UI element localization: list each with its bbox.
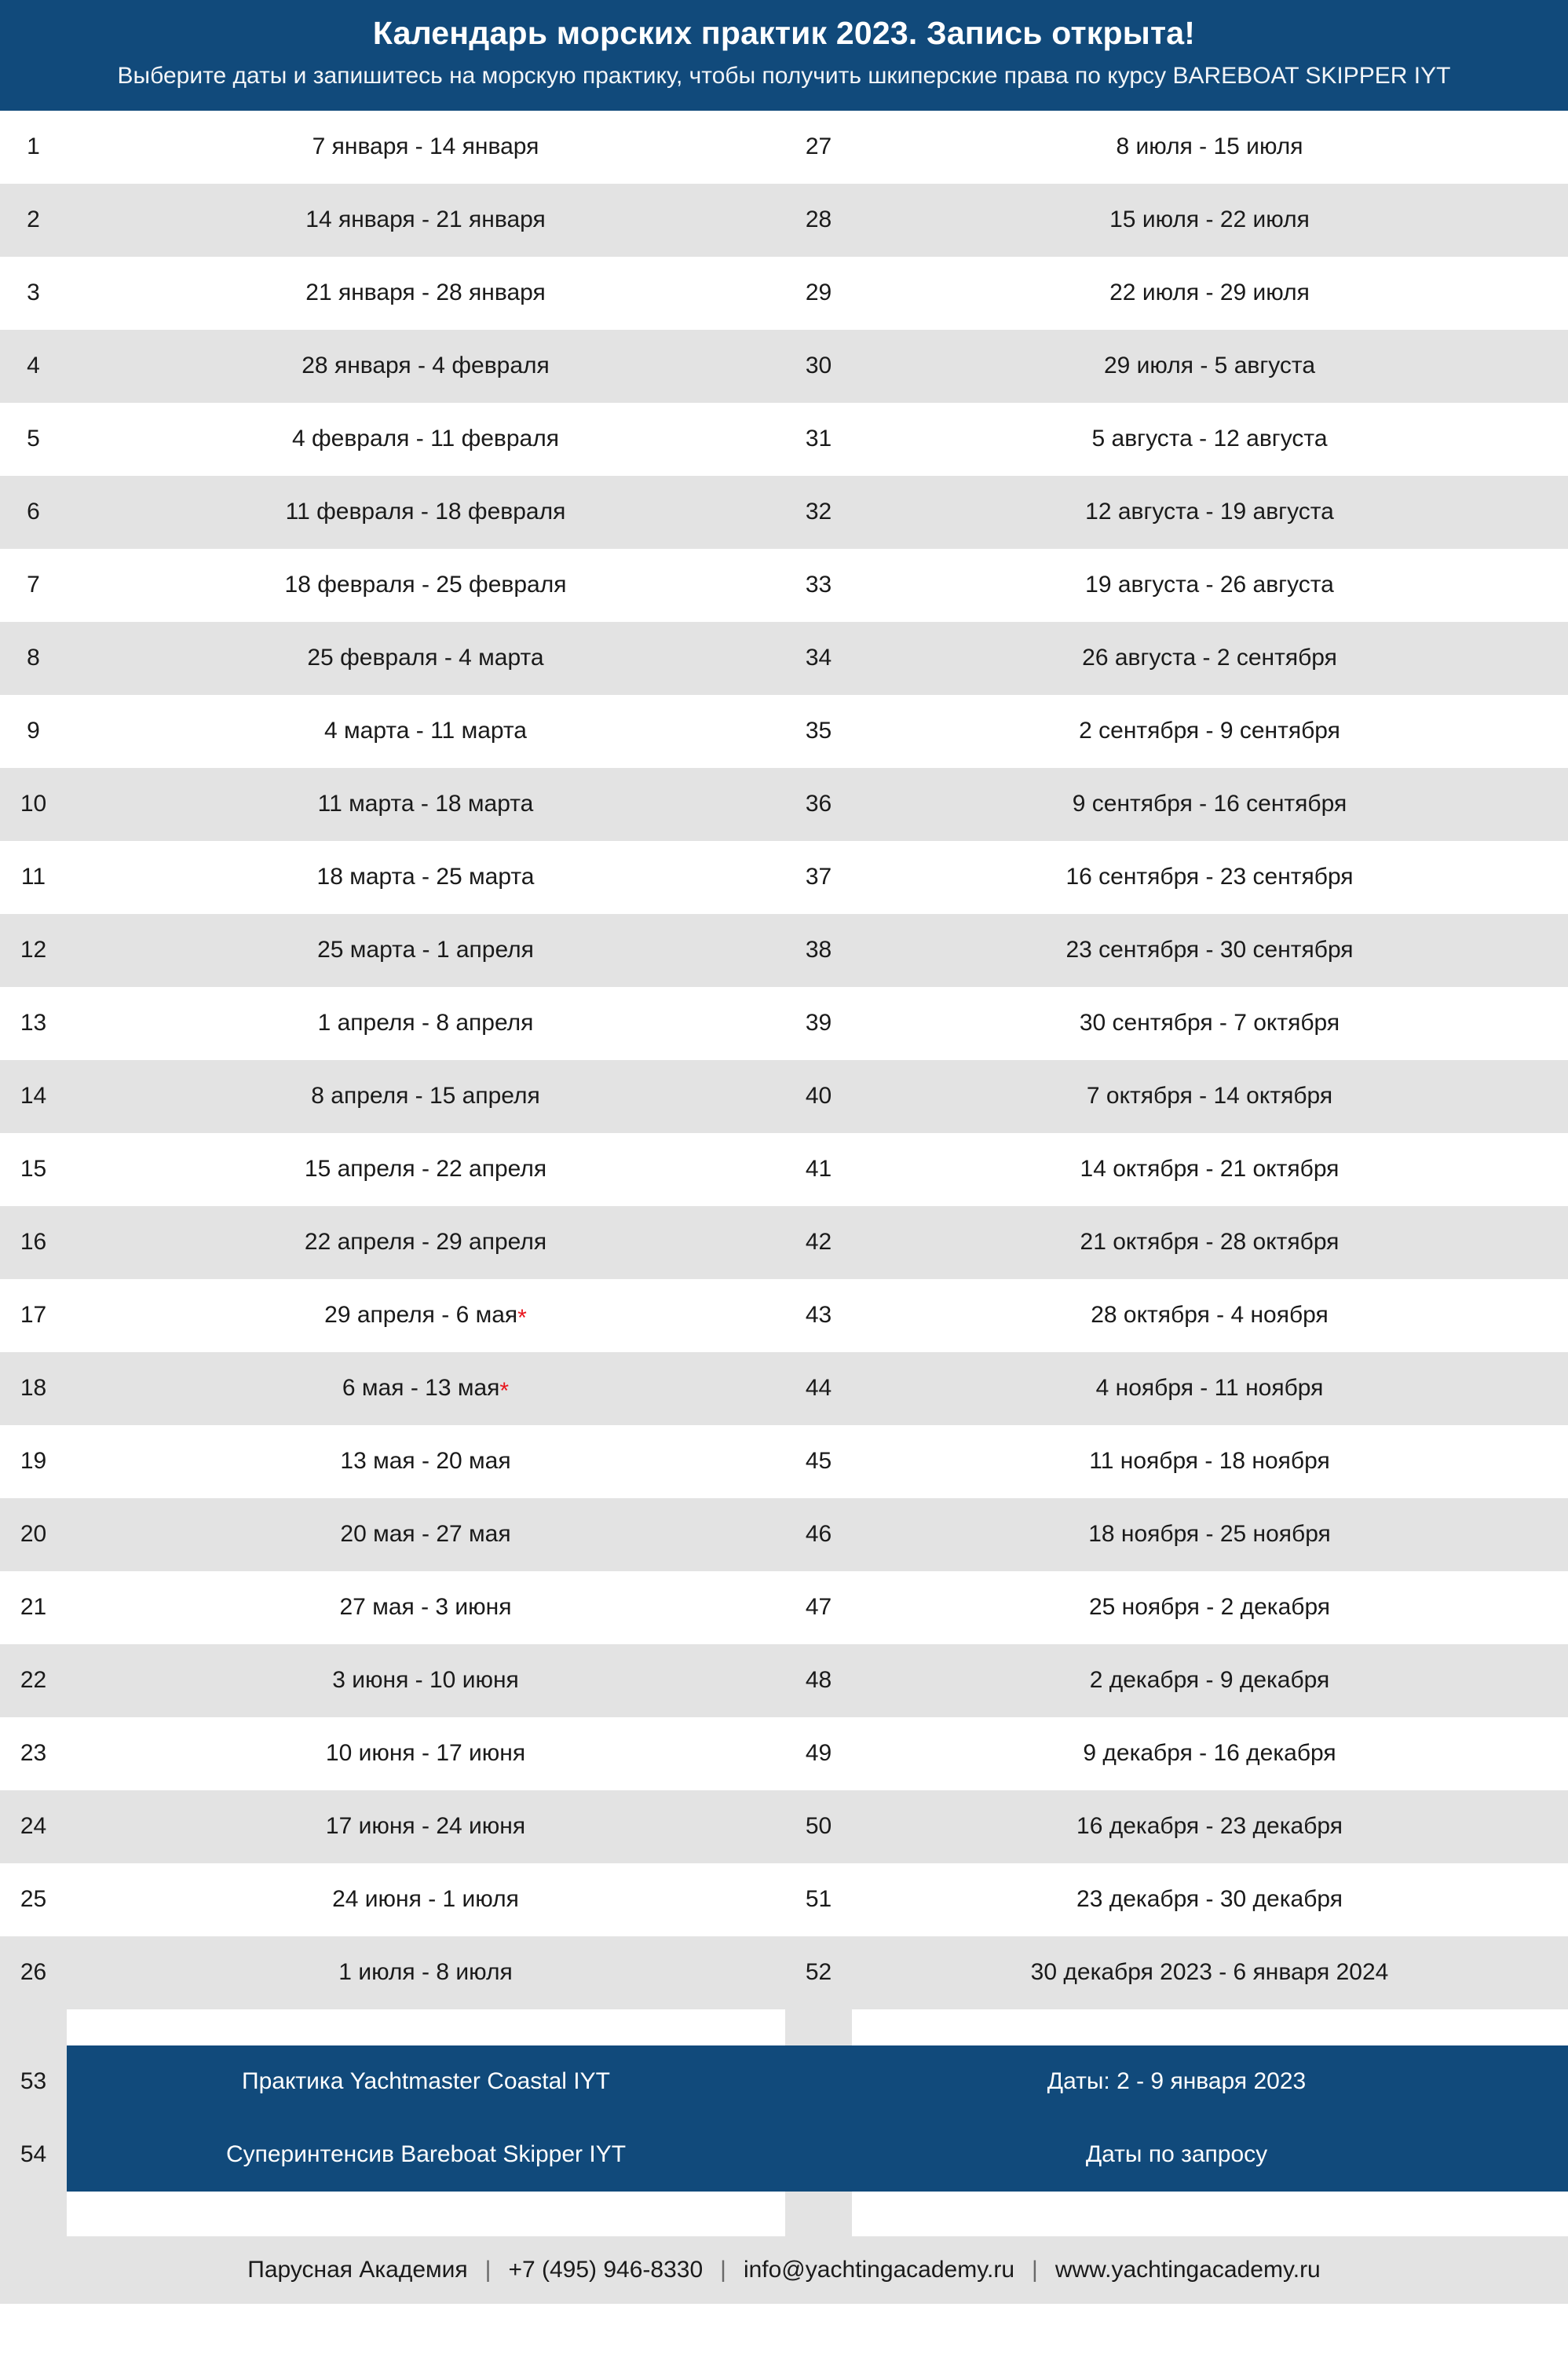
row-number-right: 27: [785, 111, 852, 184]
page-title: Календарь морских практик 2023. Запись открыта!: [372, 15, 1196, 51]
spacer-cell: [785, 2192, 852, 2236]
special-course-label[interactable]: Суперинтенсив Bareboat Skipper IYT: [67, 2119, 785, 2192]
date-range-right[interactable]: 2 сентября - 9 сентября: [852, 695, 1568, 768]
table-spacer-row: [0, 2009, 1568, 2045]
row-number-right: 46: [785, 1498, 852, 1571]
date-range-right[interactable]: 26 августа - 2 сентября: [852, 622, 1568, 695]
asterisk-icon: *: [517, 1305, 527, 1332]
date-range-right[interactable]: 18 ноября - 25 ноября: [852, 1498, 1568, 1571]
row-number-left: 20: [0, 1498, 67, 1571]
date-range-right[interactable]: 25 ноября - 2 декабря: [852, 1571, 1568, 1644]
table-row: [0, 1571, 1568, 1644]
special-course-label[interactable]: Практика Yachtmaster Coastal IYT: [67, 2045, 785, 2119]
table-row: [0, 1863, 1568, 1936]
row-number-right: 49: [785, 1717, 852, 1790]
date-range-right[interactable]: 11 ноября - 18 ноября: [852, 1425, 1568, 1498]
date-range-left[interactable]: 22 апреля - 29 апреля: [67, 1206, 785, 1279]
table-row: [0, 1936, 1568, 2009]
date-range-right[interactable]: 14 октября - 21 октября: [852, 1133, 1568, 1206]
row-number-left: 3: [0, 257, 67, 330]
table-row: [0, 841, 1568, 914]
date-range-right[interactable]: 12 августа - 19 августа: [852, 476, 1568, 549]
table-row: [0, 1133, 1568, 1206]
spacer-cell: [67, 2009, 785, 2045]
row-number-right: 38: [785, 914, 852, 987]
table-row: [0, 549, 1568, 622]
date-range-left[interactable]: 8 апреля - 15 апреля: [67, 1060, 785, 1133]
table-row: [0, 914, 1568, 987]
row-number-left: 15: [0, 1133, 67, 1206]
row-number-left: 8: [0, 622, 67, 695]
date-range-right[interactable]: 23 декабря - 30 декабря: [852, 1863, 1568, 1936]
practice-calendar-table: [0, 111, 1568, 2236]
date-range-left[interactable]: 25 февраля - 4 марта: [67, 622, 785, 695]
row-number-right: 51: [785, 1863, 852, 1936]
date-range-left[interactable]: 29 апреля - 6 мая*: [67, 1279, 785, 1352]
table-row: [0, 403, 1568, 476]
row-number-right: 31: [785, 403, 852, 476]
row-number-left: 9: [0, 695, 67, 768]
date-range-left[interactable]: 18 февраля - 25 февраля: [67, 549, 785, 622]
date-range-right[interactable]: 7 октября - 14 октября: [852, 1060, 1568, 1133]
spacer-cell: [852, 2192, 1568, 2236]
spacer-cell: [0, 2192, 67, 2236]
row-number-right: 30: [785, 330, 852, 403]
row-number-right: 50: [785, 1790, 852, 1863]
table-row: [0, 330, 1568, 403]
row-number-right: 39: [785, 987, 852, 1060]
row-number-left: 12: [0, 914, 67, 987]
asterisk-icon: *: [499, 1378, 510, 1405]
row-number-right: 52: [785, 1936, 852, 2009]
table-row: [0, 987, 1568, 1060]
date-range-left[interactable]: 4 февраля - 11 февраля: [67, 403, 785, 476]
row-number-right: 41: [785, 1133, 852, 1206]
date-range-left[interactable]: 27 мая - 3 июня: [67, 1571, 785, 1644]
row-number-right: 44: [785, 1352, 852, 1425]
row-number-left: 24: [0, 1790, 67, 1863]
row-number-right: 35: [785, 695, 852, 768]
date-range-left[interactable]: 24 июня - 1 июля: [67, 1863, 785, 1936]
page-subtitle: Выберите даты и запишитесь на морскую практику, чтобы получить шкиперские права по курсу BAREBOAT SKIPPER IYT: [117, 63, 1451, 90]
date-range-right[interactable]: 16 сентября - 23 сентября: [852, 841, 1568, 914]
spacer-cell: [67, 2192, 785, 2236]
special-course-dates[interactable]: Даты по запросу: [785, 2119, 1568, 2192]
row-number-left: 6: [0, 476, 67, 549]
row-number-right: 29: [785, 257, 852, 330]
date-range-left[interactable]: 10 июня - 17 июня: [67, 1717, 785, 1790]
date-range-right[interactable]: 4 ноября - 11 ноября: [852, 1352, 1568, 1425]
date-range-left[interactable]: 11 февраля - 18 февраля: [67, 476, 785, 549]
date-range-right[interactable]: 30 декабря 2023 - 6 января 2024: [852, 1936, 1568, 2009]
footer-company: Парусная Академия: [247, 2256, 468, 2283]
date-range-right[interactable]: 9 сентября - 16 сентября: [852, 768, 1568, 841]
row-number-left: 14: [0, 1060, 67, 1133]
date-range-left[interactable]: 25 марта - 1 апреля: [67, 914, 785, 987]
row-number-right: 48: [785, 1644, 852, 1717]
row-number-left: 16: [0, 1206, 67, 1279]
row-number-left: 25: [0, 1863, 67, 1936]
row-number-left: 11: [0, 841, 67, 914]
table-row: [0, 622, 1568, 695]
date-range-left[interactable]: 28 января - 4 февраля: [67, 330, 785, 403]
date-range-right[interactable]: 15 июля - 22 июля: [852, 184, 1568, 257]
special-course-row[interactable]: [0, 2119, 1568, 2192]
page-header: [0, 0, 1568, 111]
date-range-right[interactable]: 16 декабря - 23 декабря: [852, 1790, 1568, 1863]
date-range-right[interactable]: 22 июля - 29 июля: [852, 257, 1568, 330]
row-number-left: 18: [0, 1352, 67, 1425]
footer-separator-3: |: [1032, 2256, 1038, 2283]
date-range-left[interactable]: 3 июня - 10 июня: [67, 1644, 785, 1717]
footer-email[interactable]: info@yachtingacademy.ru: [743, 2256, 1015, 2283]
date-range-right[interactable]: 9 декабря - 16 декабря: [852, 1717, 1568, 1790]
date-range-left[interactable]: 21 января - 28 января: [67, 257, 785, 330]
table-row: [0, 1352, 1568, 1425]
special-row-number: 54: [0, 2119, 67, 2192]
date-range-right[interactable]: 5 августа - 12 августа: [852, 403, 1568, 476]
table-bottom-spacer-row: [0, 2192, 1568, 2236]
table-row: [0, 476, 1568, 549]
special-course-row[interactable]: [0, 2045, 1568, 2119]
date-range-left[interactable]: 17 июня - 24 июня: [67, 1790, 785, 1863]
row-number-right: 36: [785, 768, 852, 841]
row-number-left: 4: [0, 330, 67, 403]
date-range-right[interactable]: 21 октября - 28 октября: [852, 1206, 1568, 1279]
date-range-left[interactable]: 11 марта - 18 марта: [67, 768, 785, 841]
row-number-left: 13: [0, 987, 67, 1060]
row-number-right: 32: [785, 476, 852, 549]
date-range-left[interactable]: 20 мая - 27 мая: [67, 1498, 785, 1571]
table-row: [0, 1644, 1568, 1717]
row-number-right: 42: [785, 1206, 852, 1279]
table-row: [0, 1060, 1568, 1133]
date-range-right[interactable]: 28 октября - 4 ноября: [852, 1279, 1568, 1352]
date-range-left[interactable]: 15 апреля - 22 апреля: [67, 1133, 785, 1206]
table-row: [0, 1717, 1568, 1790]
row-number-left: 19: [0, 1425, 67, 1498]
date-range-left[interactable]: 4 марта - 11 марта: [67, 695, 785, 768]
date-range-left[interactable]: 1 июля - 8 июля: [67, 1936, 785, 2009]
row-number-right: 47: [785, 1571, 852, 1644]
table-row: [0, 1206, 1568, 1279]
special-course-dates[interactable]: Даты: 2 - 9 января 2023: [785, 2045, 1568, 2119]
spacer-cell: [852, 2009, 1568, 2045]
row-number-left: 7: [0, 549, 67, 622]
footer-separator-1: |: [484, 2256, 492, 2283]
row-number-left: 17: [0, 1279, 67, 1352]
spacer-cell: [785, 2009, 852, 2045]
date-range-right[interactable]: 30 сентября - 7 октября: [852, 987, 1568, 1060]
spacer-cell: [0, 2009, 67, 2045]
row-number-right: 37: [785, 841, 852, 914]
row-number-right: 33: [785, 549, 852, 622]
table-row: [0, 111, 1568, 184]
table-row: [0, 695, 1568, 768]
table-row: [0, 1790, 1568, 1863]
date-range-right[interactable]: 29 июля - 5 августа: [852, 330, 1568, 403]
date-range-left[interactable]: 14 января - 21 января: [67, 184, 785, 257]
table-row: [0, 1279, 1568, 1352]
table-row: [0, 768, 1568, 841]
footer-website[interactable]: www.yachtingacademy.ru: [1054, 2256, 1321, 2283]
row-number-right: 40: [785, 1060, 852, 1133]
date-range-left[interactable]: 7 января - 14 января: [67, 111, 785, 184]
footer-separator-2: |: [720, 2256, 726, 2283]
page-footer: [0, 2236, 1568, 2304]
row-number-right: 43: [785, 1279, 852, 1352]
date-range-left[interactable]: 1 апреля - 8 апреля: [67, 987, 785, 1060]
date-range-right[interactable]: 2 декабря - 9 декабря: [852, 1644, 1568, 1717]
date-range-left[interactable]: 18 марта - 25 марта: [67, 841, 785, 914]
special-row-number: 53: [0, 2045, 67, 2119]
date-range-right[interactable]: 8 июля - 15 июля: [852, 111, 1568, 184]
row-number-left: 23: [0, 1717, 67, 1790]
date-range-right[interactable]: 19 августа - 26 августа: [852, 549, 1568, 622]
row-number-left: 1: [0, 111, 67, 184]
table-row: [0, 1425, 1568, 1498]
row-number-left: 26: [0, 1936, 67, 2009]
row-number-right: 45: [785, 1425, 852, 1498]
row-number-left: 2: [0, 184, 67, 257]
table-row: [0, 184, 1568, 257]
row-number-left: 22: [0, 1644, 67, 1717]
row-number-right: 28: [785, 184, 852, 257]
date-range-right[interactable]: 23 сентября - 30 сентября: [852, 914, 1568, 987]
date-range-left[interactable]: 6 мая - 13 мая*: [67, 1352, 785, 1425]
table-row: [0, 257, 1568, 330]
row-number-left: 10: [0, 768, 67, 841]
table-row: [0, 1498, 1568, 1571]
row-number-left: 21: [0, 1571, 67, 1644]
calendar-body: [0, 111, 1568, 2236]
date-range-left[interactable]: 13 мая - 20 мая: [67, 1425, 785, 1498]
row-number-right: 34: [785, 622, 852, 695]
footer-phone: +7 (495) 946-8330: [508, 2256, 704, 2283]
row-number-left: 5: [0, 403, 67, 476]
